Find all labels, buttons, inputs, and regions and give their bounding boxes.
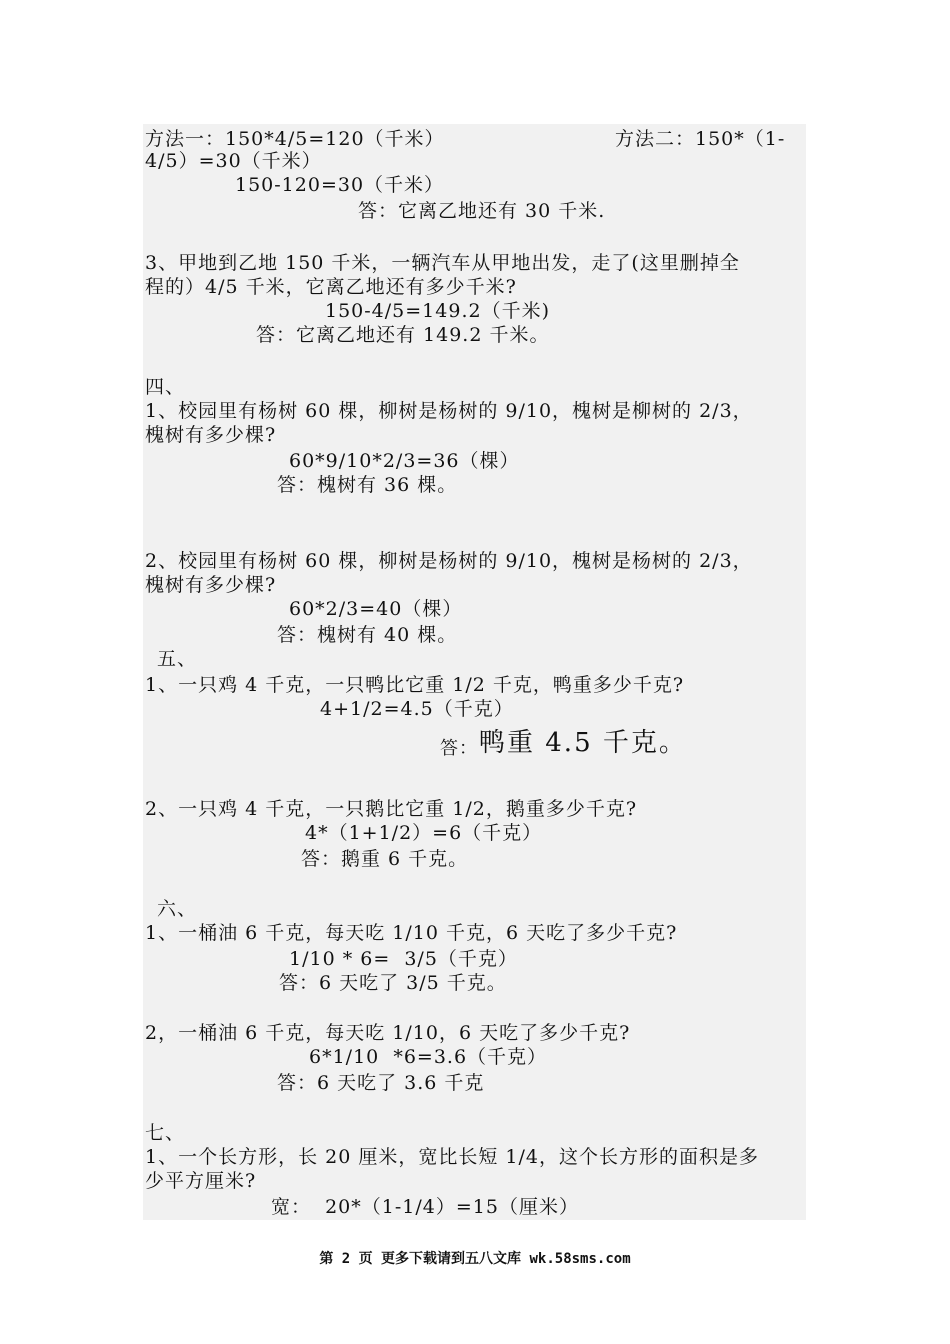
calculation-line: 宽： 20*（1-1/4）=15（厘米）: [271, 1196, 579, 1218]
section-heading-5: 五、: [157, 648, 198, 670]
answer-line: 答：槐树有 40 棵。: [277, 624, 458, 646]
problem-4-2-text: 2、校园里有杨树 60 棵，柳树是杨树的 9/10，槐树是杨树的 2/3，: [145, 550, 753, 572]
answer-line: 答：它离乙地还有 149.2 千米。: [256, 324, 550, 346]
calculation-line: 4*（1+1/2）=6（千克）: [305, 822, 543, 844]
calculation-line: 6*1/10 *6=3.6（千克）: [309, 1046, 548, 1068]
calculation-line: 1/10 * 6= 3/5（千克）: [289, 948, 518, 970]
problem-5-1-text: 1、一只鸡 4 千克，一只鸭比它重 1/2 千克，鸭重多少千克?: [145, 674, 685, 696]
answer-line: 答：鹅重 6 千克。: [301, 848, 469, 870]
section-heading-7: 七、: [145, 1122, 186, 1144]
calculation-line: 4+1/2=4.5（千克）: [320, 698, 514, 720]
solution-method-two-cont: 4/5）=30（千米）: [145, 150, 322, 172]
answer-label: 答：: [440, 738, 478, 759]
calculation-line: 60*2/3=40（棵）: [289, 598, 463, 620]
problem-7-1-text-cont: 少平方厘米?: [145, 1170, 257, 1192]
problem-7-1-text: 1、一个长方形，长 20 厘米，宽比长短 1/4，这个长方形的面积是多: [145, 1146, 759, 1168]
document-page-content: [143, 124, 806, 1220]
calculation-line: 150-120=30（千米）: [235, 174, 445, 196]
problem-3-text: 3、甲地到乙地 150 千米，一辆汽车从甲地出发，走了(这里删掉全: [145, 252, 740, 274]
answer-line-large: 鸭重 4.5 千克。: [479, 728, 687, 758]
problem-6-1-text: 1、一桶油 6 千克，每天吃 1/10 千克，6 天吃了多少千克?: [145, 922, 678, 944]
answer-line: 答：它离乙地还有 30 千米.: [358, 200, 606, 222]
problem-6-2-text: 2，一桶油 6 千克，每天吃 1/10，6 天吃了多少千克?: [145, 1022, 631, 1044]
answer-line: 答：槐树有 36 棵。: [277, 474, 458, 496]
section-heading-4: 四、: [145, 376, 186, 398]
solution-method-one: 方法一：150*4/5=120（千米）: [145, 128, 445, 150]
problem-4-1-text-cont: 槐树有多少棵?: [145, 424, 277, 446]
calculation-line: 60*9/10*2/3=36（棵）: [289, 450, 520, 472]
answer-line: 答：6 天吃了 3.6 千克: [277, 1072, 485, 1094]
problem-3-text-cont: 程的）4/5 千米，它离乙地还有多少千米?: [145, 276, 517, 298]
section-heading-6: 六、: [157, 898, 198, 920]
page-footer: 第 2 页 更多下载请到五八文库 wk.58sms.com: [319, 1251, 631, 1267]
solution-method-two: 方法二：150*（1-: [615, 128, 786, 150]
answer-line: 答：6 天吃了 3/5 千克。: [279, 972, 507, 994]
problem-4-1-text: 1、校园里有杨树 60 棵，柳树是杨树的 9/10，槐树是柳树的 2/3，: [145, 400, 753, 422]
calculation-line: 150-4/5=149.2（千米): [325, 300, 550, 322]
problem-5-2-text: 2、一只鸡 4 千克，一只鹅比它重 1/2，鹅重多少千克?: [145, 798, 638, 820]
problem-4-2-text-cont: 槐树有多少棵?: [145, 574, 277, 596]
